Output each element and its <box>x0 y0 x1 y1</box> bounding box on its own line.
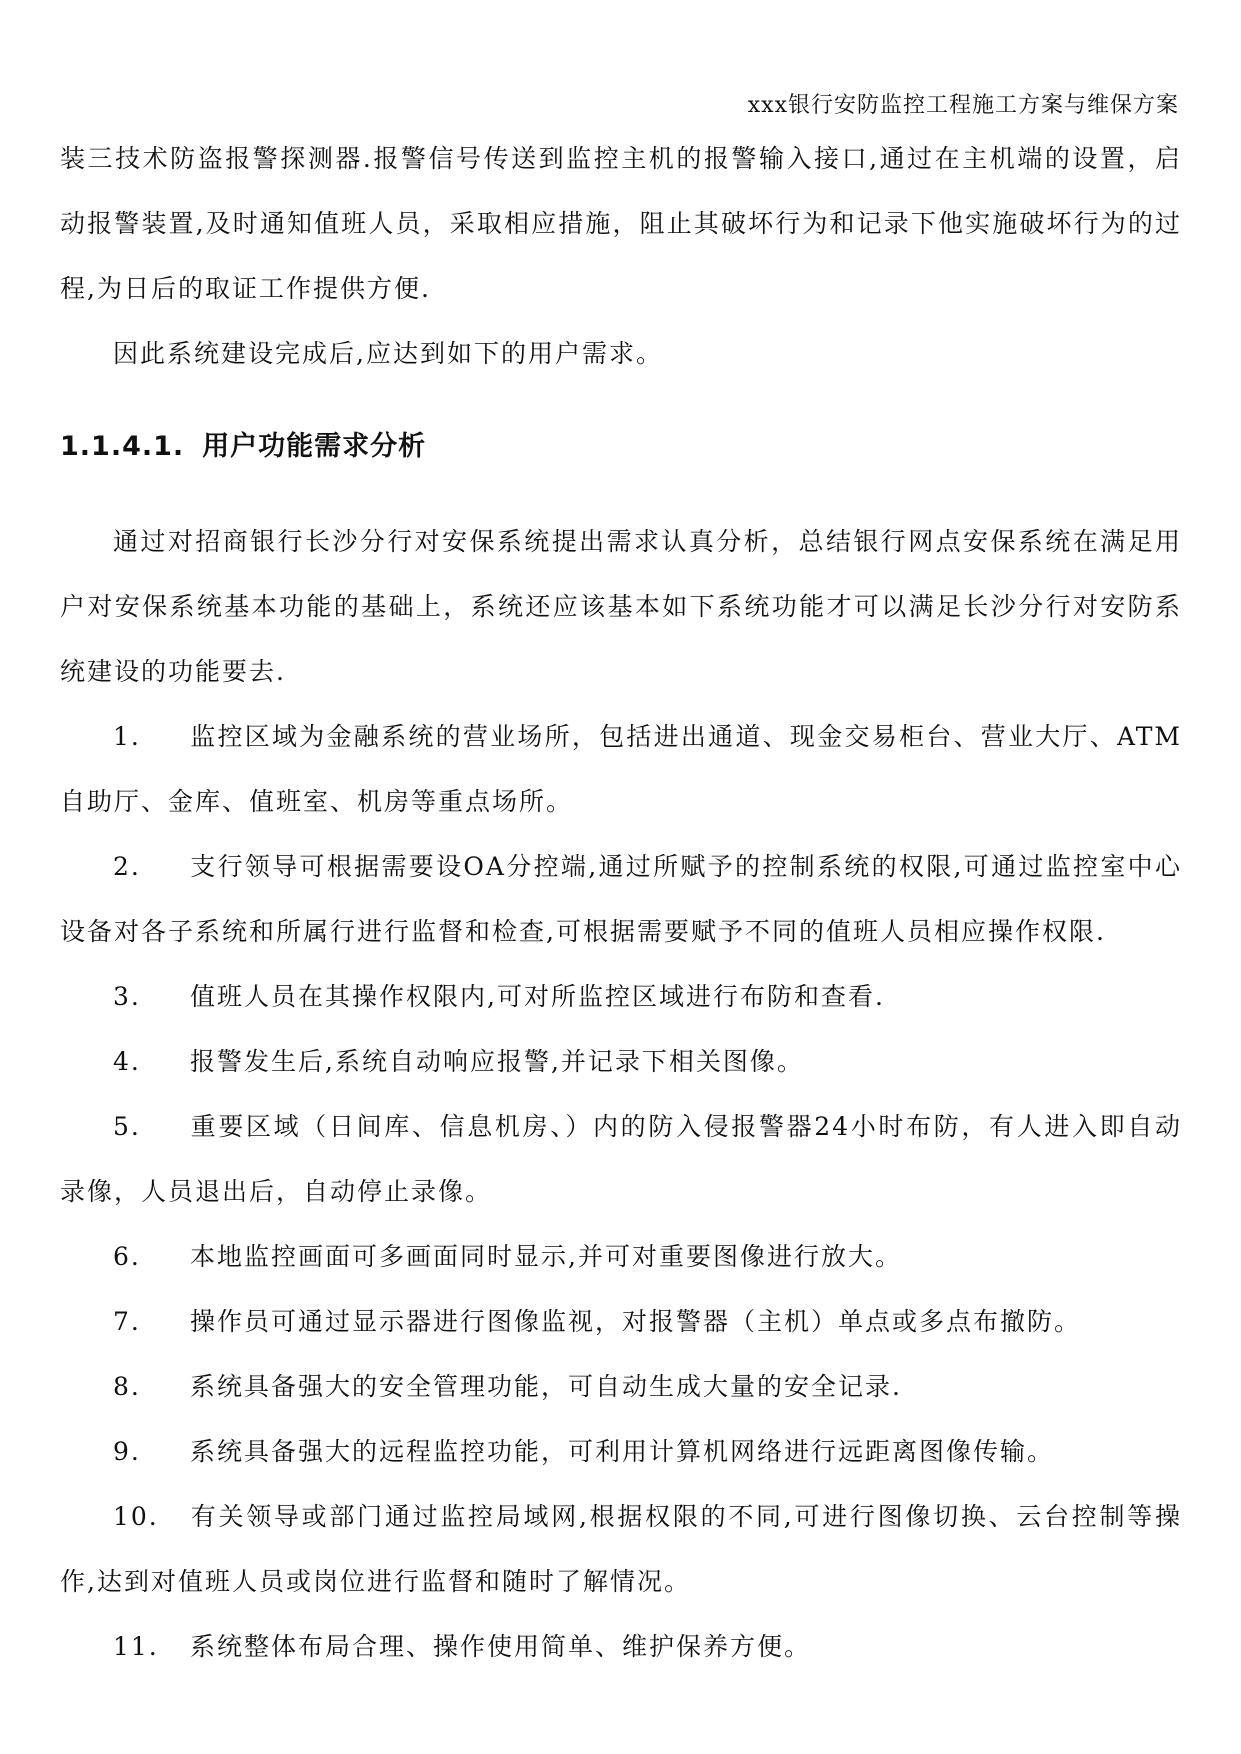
list-item <box>60 1094 1182 1224</box>
list-item <box>60 1029 1182 1094</box>
list-item-text: 本地监控画面可多画面同时显示,并可对重要图像进行放大。 <box>190 1242 902 1271</box>
list-item-number: 4. <box>113 1047 141 1076</box>
list-item <box>60 704 1182 834</box>
list-item-number: 11. <box>113 1632 159 1661</box>
list-item <box>60 1614 1182 1679</box>
list-item <box>60 1354 1182 1419</box>
list-item-number: 7. <box>113 1307 141 1336</box>
list-item <box>60 1419 1182 1484</box>
intro-paragraph: 装三技术防盗报警探测器.报警信号传送到监控主机的报警输入接口,通过在主机端的设置，启动报警装置,及时通知值班人员，采取相应措施，阻止其破坏行为和记录下他实施破坏行为的过程,为日后的取证工作提供方便. <box>60 144 1182 303</box>
list-item-number: 3. <box>113 982 141 1011</box>
list-item-text: 系统具备强大的安全管理功能，可自动生成大量的安全记录. <box>190 1372 902 1401</box>
list-item-number: 10. <box>113 1502 159 1531</box>
list-item-number: 1. <box>113 722 141 751</box>
list-item-text: 监控区域为金融系统的营业场所，包括进出通道、现金交易柜台、营业大厅、ATM自助厅、金库、值班室、机房等重点场所。 <box>60 722 1182 816</box>
list-item-text: 重要区域（日间库、信息机房、）内的防入侵报警器24小时布防，有人进入即自动录像，人员退出后，自动停止录像。 <box>60 1112 1182 1206</box>
section-number: 1.1.4.1. <box>60 431 185 462</box>
list-item <box>60 964 1182 1029</box>
list-item-number: 2. <box>113 852 141 881</box>
list-item-text: 支行领导可根据需要设OA分控端,通过所赋予的控制系统的权限,可通过监控室中心设备对各子系统和所属行进行监督和检查,可根据需要赋予不同的值班人员相应操作权限. <box>60 852 1182 946</box>
list-item-number: 5. <box>113 1112 141 1141</box>
list-item-text: 报警发生后,系统自动响应报警,并记录下相关图像。 <box>190 1047 804 1076</box>
intro-paragraph: 因此系统建设完成后,应达到如下的用户需求。 <box>113 339 663 368</box>
list-item-text: 有关领导或部门通过监控局域网,根据权限的不同,可进行图像切换、云台控制等操作,达到对值班人员或岗位进行监督和随时了解情况。 <box>60 1502 1182 1596</box>
running-header: xxx银行安防监控工程施工方案与维保方案 <box>747 93 1179 118</box>
list-item <box>60 1289 1182 1354</box>
section-heading <box>60 414 1182 479</box>
list-item-text: 系统具备强大的远程监控功能，可利用计算机网络进行远距离图像传输。 <box>190 1437 1055 1466</box>
list-item <box>60 834 1182 964</box>
list-item-number: 8. <box>113 1372 141 1401</box>
list-item-text: 系统整体布局合理、操作使用简单、维护保养方便。 <box>190 1632 812 1661</box>
document-body <box>60 126 1182 1679</box>
section-title: 用户功能需求分析 <box>202 431 427 462</box>
list-item <box>60 1484 1182 1614</box>
list-item-number: 6. <box>113 1242 141 1271</box>
section-lead-paragraph: 通过对招商银行长沙分行对安保系统提出需求认真分析，总结银行网点安保系统在满足用户对安保系统基本功能的基础上，系统还应该基本如下系统功能才可以满足长沙分行对安防系统建设的功能要去. <box>60 527 1182 686</box>
list-item-number: 9. <box>113 1437 141 1466</box>
list-item <box>60 1224 1182 1289</box>
list-item-text: 操作员可通过显示器进行图像监视，对报警器（主机）单点或多点布撤防。 <box>190 1307 1082 1336</box>
list-item-text: 值班人员在其操作权限内,可对所监控区域进行布防和查看. <box>190 982 885 1011</box>
